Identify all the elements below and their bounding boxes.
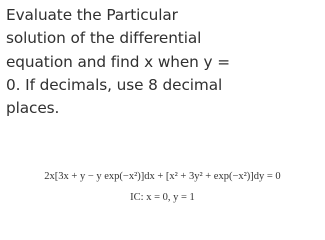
question-text (6, 4, 322, 120)
initial-condition: IC: x = 0, y = 1 (130, 192, 195, 203)
question-line-3: equation and find x when y = (6, 52, 230, 71)
differential-equation: 2x[3x + y − y exp(−x²)]dx + [x² + 3y² + exp(−x²)]dy = 0 (44, 171, 281, 182)
question-line-4: 0. If decimals, use 8 decimal (6, 75, 223, 94)
question-line-2: solution of the differential (6, 29, 202, 48)
question-line-1: Evaluate the Particular (6, 6, 178, 24)
question-line-5: places. (6, 99, 60, 118)
